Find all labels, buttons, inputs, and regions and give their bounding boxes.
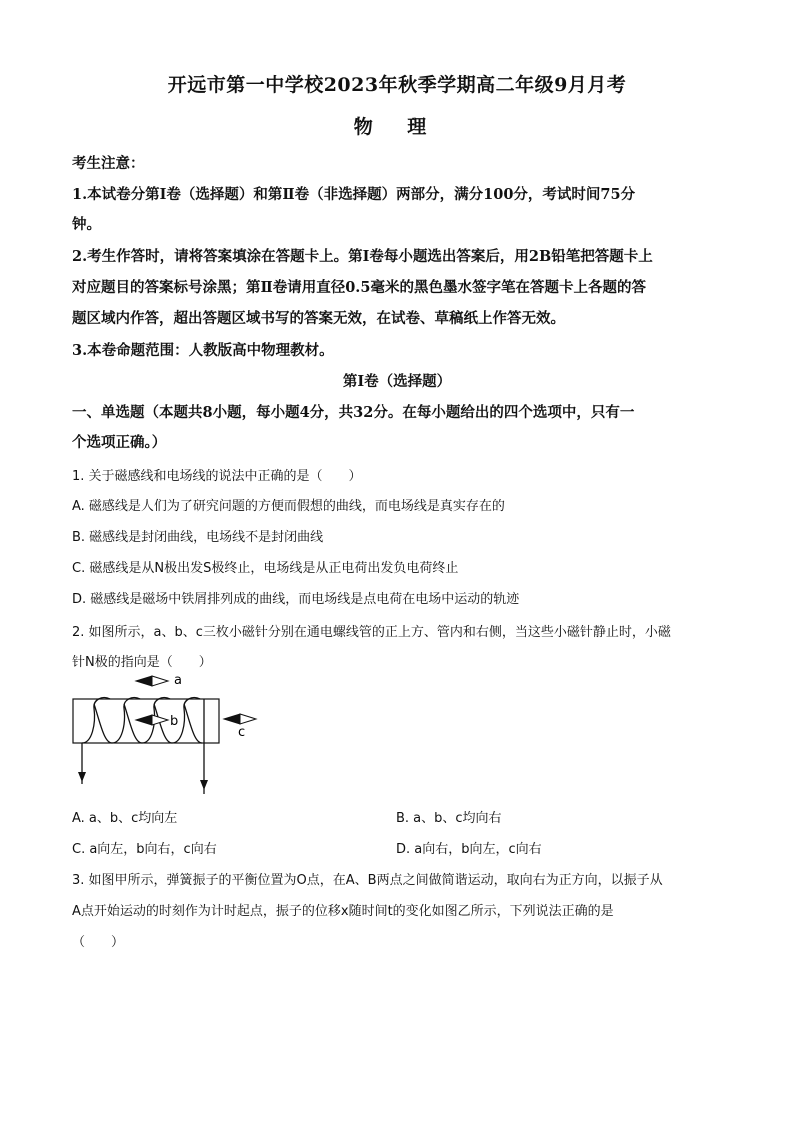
label-c: c [238, 725, 246, 740]
q2-option-c: C. a向左，b向右，c向右 [72, 842, 217, 857]
q3-stem-line-1: 3. 如图甲所示，弹簧振子的平衡位置为O点，在A、B两点之间做简谐运动，取向右为正方向，以振子从 [72, 873, 663, 888]
notice-item-2-line-3: 题区域内作答，超出答题区域书写的答案无效，在试卷、草稿纸上作答无效。 [72, 310, 565, 327]
part1-instruction-line-1: 一、单选题（本题共8小题，每小题4分，共32分。在每小题给出的四个选项中，只有一 [72, 404, 635, 421]
q2-option-a: A. a、b、c均向左 [72, 811, 178, 826]
q1-option-d: D. 磁感线是磁场中铁屑排列成的曲线，而电场线是点电荷在电场中运动的轨迹 [72, 592, 520, 607]
compass-needle-c [224, 714, 256, 740]
notice-item-2-line-1: 2.考生作答时，请将答案填涂在答题卡上。第Ⅰ卷每小题选出答案后，用2B铅笔把答题卡上 [72, 248, 653, 265]
q3-stem-line-3: （ ） [72, 935, 125, 950]
q3-stem-line-2: A点开始运动的时刻作为计时起点，振子的位移x随时间t的变化如图乙所示，下列说法正确的是 [72, 904, 614, 919]
label-b: b [170, 714, 179, 729]
compass-needle-b [136, 714, 178, 729]
notice-item-1-line-1: 1.本试卷分第Ⅰ卷（选择题）和第Ⅱ卷（非选择题）两部分，满分100分，考试时间75分 [72, 186, 636, 203]
notice-item-1-line-2: 钟。 [72, 216, 101, 233]
exam-subject: 物 理 [353, 116, 441, 138]
current-in-arrow [78, 772, 86, 782]
current-out-arrow [200, 780, 208, 790]
q1-stem: 1. 关于磁感线和电场线的说法中正确的是（ ） [72, 469, 362, 484]
solenoid-coil [82, 698, 204, 794]
q1-option-b: B. 磁感线是封闭曲线，电场线不是封闭曲线 [72, 530, 324, 545]
notice-item-2-line-2: 对应题目的答案标号涂黑；第Ⅱ卷请用直径0.5毫米的黑色墨水签字笔在答题卡上各题的答 [72, 279, 646, 296]
q1-option-a: A. 磁感线是人们为了研究问题的方便而假想的曲线，而电场线是真实存在的 [72, 499, 505, 514]
q2-option-d: D. a向右，b向左，c向右 [396, 842, 542, 857]
q2-option-b: B. a、b、c均向右 [396, 811, 502, 826]
compass-needle-a [136, 673, 182, 688]
section-title: 第Ⅰ卷（选择题） [342, 373, 452, 390]
exam-title: 开远市第一中学校2023年秋季学期高二年级9月月考 [167, 74, 627, 96]
q1-option-c: C. 磁感线是从N极出发S极终止，电场线是从正电荷出发负电荷终止 [72, 561, 459, 576]
notice-item-3: 3.本卷命题范围：人教版高中物理教材。 [72, 342, 334, 359]
notice-heading: 考生注意： [72, 155, 145, 172]
q2-stem-line-1: 2. 如图所示，a、b、c三枚小磁针分别在通电螺线管的正上方、管内和右侧，当这些小磁针静止时，小磁 [72, 625, 671, 640]
part1-instruction-line-2: 个选项正确。） [72, 434, 167, 451]
label-a: a [174, 673, 182, 688]
solenoid-figure [66, 664, 276, 804]
q2-stem-line-2: 针N极的指向是（ ） [72, 655, 212, 670]
